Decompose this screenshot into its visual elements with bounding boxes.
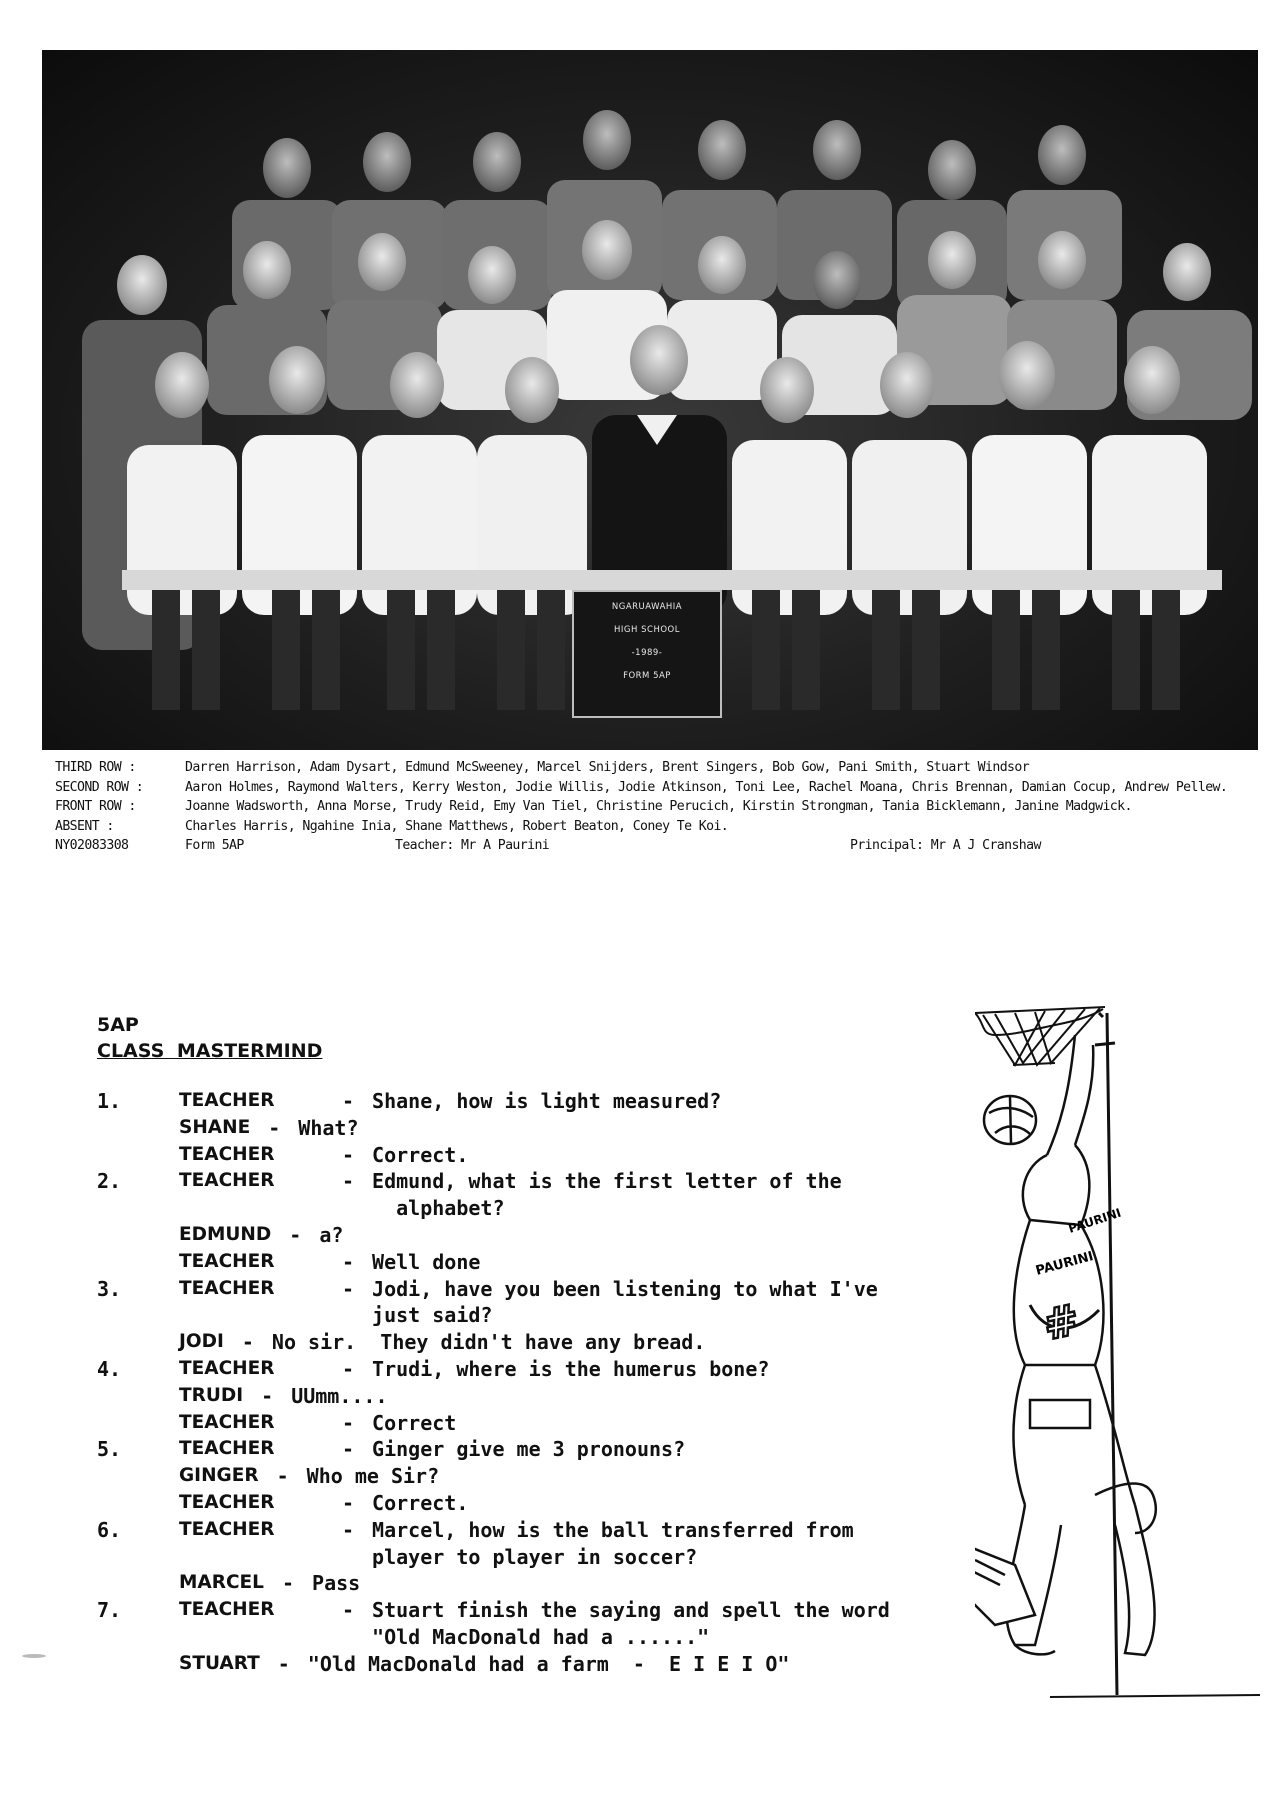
- dialogue-dash: -: [342, 1089, 355, 1113]
- dialogue-dash: -: [342, 1142, 355, 1167]
- dialogue-line: [97, 1517, 1077, 1571]
- principal-label: Principal: Mr A J Cranshaw: [850, 838, 1041, 853]
- dialogue-line: [97, 1383, 1077, 1410]
- dialogue-line: [97, 1276, 1077, 1330]
- question-number: 3.: [97, 1276, 122, 1301]
- dialogue-dash: -: [277, 1651, 290, 1676]
- caption-row-absent: [55, 817, 1260, 837]
- speaker-name: TRUDI: [179, 1384, 244, 1406]
- dialogue-text: "Old MacDonald had a farm - E I E I O": [307, 1651, 790, 1676]
- question-number: [97, 1115, 179, 1142]
- caption-row-second: [55, 778, 1260, 798]
- dialogue-text: No sir. They didn't have any bread.: [271, 1330, 706, 1355]
- dialogue-dash: -: [276, 1464, 289, 1489]
- question-number: [97, 1383, 179, 1410]
- dialogue-text: Ginger give me 3 pronouns?: [372, 1437, 686, 1462]
- dialogue-text: Correct.: [372, 1142, 469, 1167]
- cap-text: PAURINI: [1066, 1205, 1123, 1236]
- dialogue-line: [97, 1490, 1077, 1517]
- speaker-name: SHANE: [179, 1116, 251, 1138]
- dialogue-line: [97, 1115, 1077, 1142]
- caption-names: Darren Harrison, Adam Dysart, Edmund McSweeney, Marcel Snijders, Brent Singers, Bob Gow, Pani Smith, Stuart Windsor: [185, 760, 1030, 775]
- speaker-name: GINGER: [179, 1465, 259, 1487]
- bench: [122, 570, 1222, 590]
- caption-names: Joanne Wadsworth, Anna Morse, Trudy Reid, Emy Van Tiel, Christine Perucich, Kirstin Strongman, Tania Bicklemann, Janine Madgwick.: [185, 799, 1132, 814]
- photo-caption: [55, 758, 1260, 856]
- dialogue-dash: -: [342, 1598, 355, 1623]
- question-number: [97, 1222, 179, 1249]
- speaker-name: TEACHER: [179, 1599, 275, 1621]
- speaker-name: EDMUND: [179, 1223, 272, 1245]
- shoe: [975, 1545, 1035, 1625]
- dialogue-dash: -: [342, 1490, 355, 1515]
- question-number: [97, 1651, 179, 1678]
- dialogue-list: [97, 1088, 1077, 1678]
- dialogue-line: [97, 1329, 1077, 1356]
- question-number: [97, 1490, 179, 1517]
- dialogue-dash: -: [342, 1410, 355, 1435]
- caption-row-third: [55, 758, 1260, 778]
- dialogue-text: Stuart finish the saying and spell the word "Old MacDonald had a ......": [372, 1598, 890, 1649]
- dialogue-text: UUmm....: [291, 1383, 388, 1408]
- speaker-name: JODI: [179, 1331, 224, 1353]
- class-photo: [42, 50, 1258, 750]
- question-number: 2.: [97, 1169, 122, 1194]
- sign-line: HIGH SCHOOL: [614, 625, 680, 635]
- dialogue-line: [97, 1436, 1077, 1463]
- dialogue-text: Edmund, what is the first letter of the alphabet?: [372, 1169, 842, 1221]
- dialogue-line: [97, 1597, 1077, 1651]
- caption-names: Charles Harris, Ngahine Inia, Shane Matthews, Robert Beaton, Coney Te Koi.: [185, 818, 729, 834]
- dialogue-dash: -: [261, 1383, 274, 1408]
- dialogue-line: [97, 1356, 1077, 1383]
- dialogue-dash: -: [268, 1115, 281, 1140]
- dialogue-text: What?: [298, 1115, 359, 1140]
- form-label: Form 5AP: [185, 838, 244, 853]
- dialogue-text: Correct.: [372, 1490, 469, 1515]
- question-number: [97, 1410, 179, 1437]
- sign-line: NGARUAWAHIA: [611, 602, 683, 612]
- dialogue-line: [97, 1222, 1077, 1249]
- speaker-name: TEACHER: [179, 1518, 275, 1540]
- jersey-number-icon: #: [1038, 1294, 1084, 1350]
- sign-line: -1989-: [631, 648, 663, 658]
- caption-label: SECOND ROW :: [55, 779, 144, 795]
- dialogue-text: Jodi, have you been listening to what I've just said?: [372, 1276, 878, 1328]
- speaker-name: TEACHER: [179, 1491, 275, 1513]
- question-number: [97, 1463, 179, 1490]
- dialogue-text: a?: [319, 1222, 344, 1247]
- question-number: 7.: [97, 1598, 122, 1623]
- caption-names: Aaron Holmes, Raymond Walters, Kerry Weston, Jodie Willis, Jodie Atkinson, Toni Lee, Rachel Moana, Chris Brennan, Damian Cocup, Andrew Pellew.: [185, 779, 1228, 795]
- dialogue-line: [97, 1249, 1077, 1276]
- dialogue-dash: -: [342, 1276, 355, 1301]
- dialogue-text: Correct: [372, 1410, 457, 1435]
- basketball-cartoon-illustration: [975, 1005, 1260, 1705]
- question-number: [97, 1142, 179, 1169]
- dialogue-line: [97, 1410, 1077, 1437]
- dialogue-line: [97, 1463, 1077, 1490]
- question-number: 4.: [97, 1356, 122, 1381]
- question-number: 6.: [97, 1517, 122, 1542]
- speaker-name: TEACHER: [179, 1277, 275, 1299]
- hoop-net: [975, 1007, 1105, 1065]
- dialogue-text: Marcel, how is the ball transferred from player to player in soccer?: [372, 1517, 854, 1569]
- question-number: [97, 1329, 179, 1356]
- dialogue-text: Shane, how is light measured?: [372, 1089, 722, 1113]
- speaker-name: MARCEL: [179, 1572, 264, 1594]
- photo-code: NY02083308: [55, 838, 129, 853]
- dialogue-dash: -: [342, 1437, 355, 1462]
- dialogue-text: Well done: [372, 1249, 481, 1274]
- speaker-name: TEACHER: [179, 1438, 275, 1460]
- sign-line: FORM 5AP: [623, 671, 671, 681]
- dialogue-line: [97, 1168, 1077, 1222]
- question-number: [97, 1249, 179, 1276]
- class-mastermind: [97, 1012, 1077, 1678]
- dialogue-dash: -: [289, 1222, 302, 1247]
- caption-footer: [55, 836, 1260, 856]
- dialogue-text: Pass: [312, 1571, 361, 1596]
- dialogue-text: Who me Sir?: [306, 1464, 440, 1489]
- speaker-name: TEACHER: [179, 1250, 275, 1272]
- school-sign: [572, 590, 722, 718]
- speaker-name: TEACHER: [179, 1357, 275, 1379]
- dialogue-dash: -: [342, 1356, 355, 1381]
- speaker-name: TEACHER: [179, 1170, 275, 1192]
- dialogue-dash: -: [342, 1169, 355, 1194]
- dialogue-dash: -: [281, 1571, 295, 1596]
- dialogue-line: [97, 1570, 1077, 1597]
- speaker-name: STUART: [179, 1652, 260, 1674]
- class-code: 5AP: [97, 1014, 139, 1036]
- section-heading: CLASS MASTERMIND: [97, 1040, 323, 1062]
- question-number: 5.: [97, 1437, 122, 1462]
- dialogue-text: Trudi, where is the humerus bone?: [372, 1356, 770, 1381]
- dialogue-dash: -: [342, 1249, 355, 1274]
- caption-label: ABSENT :: [55, 818, 114, 834]
- question-number: [97, 1570, 179, 1597]
- dialogue-dash: -: [241, 1330, 254, 1355]
- dialogue-dash: -: [342, 1517, 355, 1542]
- speaker-name: TEACHER: [179, 1411, 275, 1433]
- jersey-text: PAURINI: [1034, 1249, 1096, 1279]
- dialogue-line: [97, 1651, 1077, 1678]
- speaker-name: TEACHER: [179, 1143, 275, 1165]
- speaker-name: TEACHER: [179, 1090, 275, 1111]
- caption-row-front: [55, 797, 1260, 817]
- scan-smudge: [20, 1652, 48, 1660]
- teacher-label: Teacher: Mr A Paurini: [395, 838, 550, 853]
- question-number: 1.: [97, 1089, 122, 1113]
- caption-label: FRONT ROW :: [55, 799, 136, 814]
- dialogue-line: [97, 1142, 1077, 1169]
- dialogue-line: [97, 1088, 1077, 1115]
- caption-label: THIRD ROW :: [55, 760, 136, 775]
